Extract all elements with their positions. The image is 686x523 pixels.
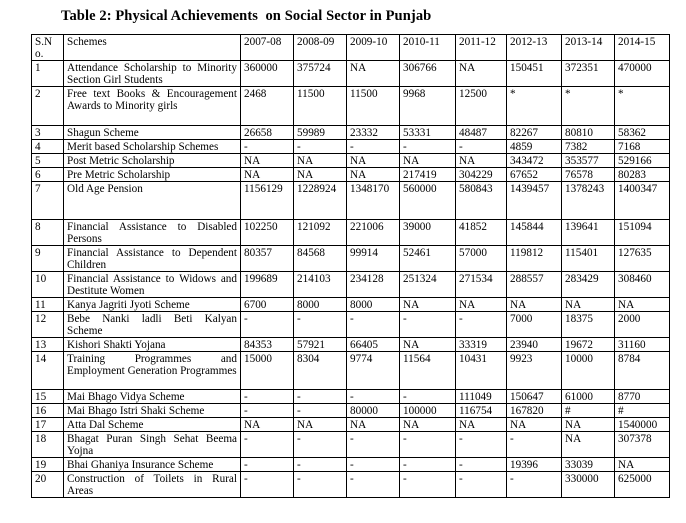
row-number-cell: 12 bbox=[32, 312, 64, 338]
value-cell: NA bbox=[562, 432, 615, 458]
value-cell: 84353 bbox=[241, 338, 294, 352]
value-cell: 9774 bbox=[347, 352, 400, 390]
value-cell: - bbox=[456, 140, 507, 154]
row-number-cell: 2 bbox=[32, 87, 64, 126]
table-row bbox=[32, 298, 670, 312]
value-cell: NA bbox=[507, 298, 562, 312]
row-number-cell: 6 bbox=[32, 168, 64, 182]
table-row bbox=[32, 432, 670, 458]
value-cell: - bbox=[507, 432, 562, 458]
scheme-name-cell: Attendance Scholarship to Minority Section Girl Students bbox=[64, 61, 241, 87]
value-cell: 167820 bbox=[507, 404, 562, 418]
header-cell-year: 2010-11 bbox=[400, 35, 456, 61]
value-cell: - bbox=[400, 390, 456, 404]
scheme-name-cell: Financial Assistance to Widows and Destitute Women bbox=[64, 272, 241, 298]
value-cell: 102250 bbox=[241, 220, 294, 246]
value-cell: NA bbox=[347, 418, 400, 432]
value-cell: - bbox=[400, 312, 456, 338]
value-cell: 529166 bbox=[615, 154, 670, 168]
value-cell: 80000 bbox=[347, 404, 400, 418]
value-cell: 115401 bbox=[562, 246, 615, 272]
value-cell: 625000 bbox=[615, 472, 670, 498]
value-cell: 31160 bbox=[615, 338, 670, 352]
value-cell: - bbox=[294, 404, 347, 418]
value-cell: - bbox=[400, 458, 456, 472]
value-cell: 150451 bbox=[507, 61, 562, 87]
value-cell: 1156129 bbox=[241, 182, 294, 220]
row-number-cell: 17 bbox=[32, 418, 64, 432]
table-row bbox=[32, 404, 670, 418]
table-row bbox=[32, 338, 670, 352]
scheme-name-cell: Bhai Ghaniya Insurance Scheme bbox=[64, 458, 241, 472]
value-cell: - bbox=[294, 472, 347, 498]
value-cell: - bbox=[456, 472, 507, 498]
value-cell: 4859 bbox=[507, 140, 562, 154]
value-cell: 80283 bbox=[615, 168, 670, 182]
value-cell: * bbox=[615, 87, 670, 126]
row-number-cell: 14 bbox=[32, 352, 64, 390]
value-cell: 100000 bbox=[400, 404, 456, 418]
table-row bbox=[32, 312, 670, 338]
row-number-cell: 4 bbox=[32, 140, 64, 154]
row-number-cell: 8 bbox=[32, 220, 64, 246]
value-cell: NA bbox=[456, 298, 507, 312]
row-number-cell: 11 bbox=[32, 298, 64, 312]
value-cell: - bbox=[241, 472, 294, 498]
value-cell: 470000 bbox=[615, 61, 670, 87]
row-number-cell: 5 bbox=[32, 154, 64, 168]
scheme-name-cell: Merit based Scholarship Schemes bbox=[64, 140, 241, 154]
value-cell: NA bbox=[400, 298, 456, 312]
value-cell: NA bbox=[241, 168, 294, 182]
value-cell: - bbox=[347, 432, 400, 458]
value-cell: NA bbox=[294, 168, 347, 182]
value-cell: 116754 bbox=[456, 404, 507, 418]
value-cell: 76578 bbox=[562, 168, 615, 182]
value-cell: NA bbox=[507, 418, 562, 432]
value-cell: 353577 bbox=[562, 154, 615, 168]
value-cell: 251324 bbox=[400, 272, 456, 298]
value-cell: NA bbox=[347, 61, 400, 87]
value-cell: - bbox=[241, 458, 294, 472]
value-cell: * bbox=[562, 87, 615, 126]
value-cell: - bbox=[456, 312, 507, 338]
value-cell: - bbox=[241, 432, 294, 458]
header-cell-year: 2014-15 bbox=[615, 35, 670, 61]
scheme-name-cell: Shagun Scheme bbox=[64, 126, 241, 140]
value-cell: - bbox=[241, 404, 294, 418]
value-cell: 52461 bbox=[400, 246, 456, 272]
value-cell: # bbox=[562, 404, 615, 418]
value-cell: - bbox=[400, 432, 456, 458]
value-cell: 2000 bbox=[615, 312, 670, 338]
row-number-cell: 19 bbox=[32, 458, 64, 472]
row-number-cell: 13 bbox=[32, 338, 64, 352]
value-cell: 23940 bbox=[507, 338, 562, 352]
row-number-cell: 3 bbox=[32, 126, 64, 140]
value-cell: 330000 bbox=[562, 472, 615, 498]
value-cell: NA bbox=[241, 154, 294, 168]
value-cell: 53331 bbox=[400, 126, 456, 140]
table-row bbox=[32, 390, 670, 404]
value-cell: 99914 bbox=[347, 246, 400, 272]
value-cell: - bbox=[347, 472, 400, 498]
row-number-cell: 18 bbox=[32, 432, 64, 458]
value-cell: - bbox=[347, 390, 400, 404]
value-cell: 283429 bbox=[562, 272, 615, 298]
value-cell: 82267 bbox=[507, 126, 562, 140]
value-cell: 15000 bbox=[241, 352, 294, 390]
value-cell: 11500 bbox=[347, 87, 400, 126]
scheme-name-cell: Mai Bhago Vidya Scheme bbox=[64, 390, 241, 404]
value-cell: - bbox=[347, 140, 400, 154]
header-cell-sno: S.N o. bbox=[32, 35, 64, 61]
scheme-name-cell: Mai Bhago Istri Shaki Scheme bbox=[64, 404, 241, 418]
value-cell: 39000 bbox=[400, 220, 456, 246]
value-cell: 9968 bbox=[400, 87, 456, 126]
row-number-cell: 7 bbox=[32, 182, 64, 220]
value-cell: 343472 bbox=[507, 154, 562, 168]
row-number-cell: 1 bbox=[32, 61, 64, 87]
value-cell: 58362 bbox=[615, 126, 670, 140]
value-cell: 57921 bbox=[294, 338, 347, 352]
row-number-cell: 16 bbox=[32, 404, 64, 418]
value-cell: 560000 bbox=[400, 182, 456, 220]
value-cell: - bbox=[347, 312, 400, 338]
value-cell: 271534 bbox=[456, 272, 507, 298]
value-cell: 214103 bbox=[294, 272, 347, 298]
value-cell: 307378 bbox=[615, 432, 670, 458]
header-cell-year: 2007-08 bbox=[241, 35, 294, 61]
value-cell: 139641 bbox=[562, 220, 615, 246]
value-cell: NA bbox=[347, 154, 400, 168]
value-cell: NA bbox=[456, 418, 507, 432]
header-cell-year: 2013-14 bbox=[562, 35, 615, 61]
row-number-cell: 10 bbox=[32, 272, 64, 298]
value-cell: 7168 bbox=[615, 140, 670, 154]
scheme-name-cell: Financial Assistance to Dependent Children bbox=[64, 246, 241, 272]
value-cell: 145844 bbox=[507, 220, 562, 246]
value-cell: 308460 bbox=[615, 272, 670, 298]
scheme-name-cell: Pre Metric Scholarship bbox=[64, 168, 241, 182]
table-row bbox=[32, 352, 670, 390]
row-number-cell: 15 bbox=[32, 390, 64, 404]
scheme-name-cell: Bhagat Puran Singh Sehat Beema Yojna bbox=[64, 432, 241, 458]
scheme-name-cell: Training Programmes and Employment Generation Programmes bbox=[64, 352, 241, 390]
value-cell: NA bbox=[294, 154, 347, 168]
table-row bbox=[32, 458, 670, 472]
value-cell: NA bbox=[456, 61, 507, 87]
value-cell: 57000 bbox=[456, 246, 507, 272]
value-cell: 80357 bbox=[241, 246, 294, 272]
row-number-cell: 20 bbox=[32, 472, 64, 498]
value-cell: 304229 bbox=[456, 168, 507, 182]
value-cell: 80810 bbox=[562, 126, 615, 140]
value-cell: 1540000 bbox=[615, 418, 670, 432]
scheme-name-cell: Post Metric Scholarship bbox=[64, 154, 241, 168]
value-cell: 150647 bbox=[507, 390, 562, 404]
value-cell: NA bbox=[456, 154, 507, 168]
table-row bbox=[32, 220, 670, 246]
value-cell: 306766 bbox=[400, 61, 456, 87]
value-cell: 360000 bbox=[241, 61, 294, 87]
value-cell: 33039 bbox=[562, 458, 615, 472]
header-cell-year: 2009-10 bbox=[347, 35, 400, 61]
scheme-name-cell: Free text Books & Encouragement Awards to Minority girls bbox=[64, 87, 241, 126]
value-cell: 10431 bbox=[456, 352, 507, 390]
table-row bbox=[32, 272, 670, 298]
achievements-table bbox=[31, 34, 670, 498]
value-cell: 8000 bbox=[294, 298, 347, 312]
value-cell: * bbox=[507, 87, 562, 126]
value-cell: 580843 bbox=[456, 182, 507, 220]
value-cell: NA bbox=[294, 418, 347, 432]
value-cell: 84568 bbox=[294, 246, 347, 272]
value-cell: 8784 bbox=[615, 352, 670, 390]
scheme-name-cell: Financial Assistance to Disabled Persons bbox=[64, 220, 241, 246]
value-cell: NA bbox=[562, 298, 615, 312]
value-cell: 151094 bbox=[615, 220, 670, 246]
value-cell: - bbox=[294, 140, 347, 154]
value-cell: 1439457 bbox=[507, 182, 562, 220]
value-cell: - bbox=[294, 458, 347, 472]
value-cell: 2468 bbox=[241, 87, 294, 126]
value-cell: 7000 bbox=[507, 312, 562, 338]
table-row bbox=[32, 472, 670, 498]
table-row bbox=[32, 87, 670, 126]
value-cell: 217419 bbox=[400, 168, 456, 182]
value-cell: 33319 bbox=[456, 338, 507, 352]
value-cell: - bbox=[294, 312, 347, 338]
value-cell: NA bbox=[615, 298, 670, 312]
value-cell: - bbox=[241, 390, 294, 404]
value-cell: 41852 bbox=[456, 220, 507, 246]
value-cell: 19396 bbox=[507, 458, 562, 472]
value-cell: NA bbox=[562, 418, 615, 432]
table-row bbox=[32, 154, 670, 168]
value-cell: NA bbox=[615, 458, 670, 472]
value-cell: 18375 bbox=[562, 312, 615, 338]
header-row bbox=[32, 35, 670, 61]
value-cell: 8304 bbox=[294, 352, 347, 390]
value-cell: 1348170 bbox=[347, 182, 400, 220]
value-cell: - bbox=[241, 140, 294, 154]
value-cell: NA bbox=[400, 418, 456, 432]
table-row bbox=[32, 418, 670, 432]
value-cell: 121092 bbox=[294, 220, 347, 246]
value-cell: - bbox=[456, 432, 507, 458]
value-cell: 26658 bbox=[241, 126, 294, 140]
scheme-name-cell: Kishori Shakti Yojana bbox=[64, 338, 241, 352]
value-cell: 8000 bbox=[347, 298, 400, 312]
value-cell: - bbox=[241, 312, 294, 338]
value-cell: 1400347 bbox=[615, 182, 670, 220]
value-cell: NA bbox=[241, 418, 294, 432]
scheme-name-cell: Old Age Pension bbox=[64, 182, 241, 220]
header-cell-year: 2011-12 bbox=[456, 35, 507, 61]
value-cell: 48487 bbox=[456, 126, 507, 140]
header-cell-year: 2012-13 bbox=[507, 35, 562, 61]
header-cell-schemes: Schemes bbox=[64, 35, 241, 61]
value-cell: 119812 bbox=[507, 246, 562, 272]
value-cell: - bbox=[294, 432, 347, 458]
value-cell: 1228924 bbox=[294, 182, 347, 220]
header-cell-year: 2008-09 bbox=[294, 35, 347, 61]
scheme-name-cell: Bebe Nanki ladli Beti Kalyan Scheme bbox=[64, 312, 241, 338]
value-cell: 23332 bbox=[347, 126, 400, 140]
value-cell: 111049 bbox=[456, 390, 507, 404]
value-cell: 11564 bbox=[400, 352, 456, 390]
value-cell: 1378243 bbox=[562, 182, 615, 220]
scheme-name-cell: Construction of Toilets in Rural Areas bbox=[64, 472, 241, 498]
scheme-name-cell: Kanya Jagriti Jyoti Scheme bbox=[64, 298, 241, 312]
value-cell: NA bbox=[347, 168, 400, 182]
value-cell: 199689 bbox=[241, 272, 294, 298]
value-cell: - bbox=[456, 458, 507, 472]
value-cell: 127635 bbox=[615, 246, 670, 272]
table-row bbox=[32, 246, 670, 272]
table-row bbox=[32, 140, 670, 154]
value-cell: 234128 bbox=[347, 272, 400, 298]
table-row bbox=[32, 126, 670, 140]
value-cell: - bbox=[400, 140, 456, 154]
value-cell: 372351 bbox=[562, 61, 615, 87]
value-cell: - bbox=[347, 458, 400, 472]
value-cell: 59989 bbox=[294, 126, 347, 140]
value-cell: 288557 bbox=[507, 272, 562, 298]
value-cell: 66405 bbox=[347, 338, 400, 352]
table-row bbox=[32, 168, 670, 182]
table-row bbox=[32, 182, 670, 220]
value-cell: - bbox=[294, 390, 347, 404]
value-cell: 6700 bbox=[241, 298, 294, 312]
value-cell: 8770 bbox=[615, 390, 670, 404]
scheme-name-cell: Atta Dal Scheme bbox=[64, 418, 241, 432]
value-cell: 67652 bbox=[507, 168, 562, 182]
value-cell: 12500 bbox=[456, 87, 507, 126]
value-cell: 10000 bbox=[562, 352, 615, 390]
value-cell: # bbox=[615, 404, 670, 418]
value-cell: 221006 bbox=[347, 220, 400, 246]
value-cell: 9923 bbox=[507, 352, 562, 390]
table-row bbox=[32, 61, 670, 87]
value-cell: 375724 bbox=[294, 61, 347, 87]
value-cell: - bbox=[507, 472, 562, 498]
value-cell: 11500 bbox=[294, 87, 347, 126]
value-cell: 7382 bbox=[562, 140, 615, 154]
value-cell: - bbox=[400, 472, 456, 498]
value-cell: NA bbox=[400, 338, 456, 352]
value-cell: 19672 bbox=[562, 338, 615, 352]
value-cell: 61000 bbox=[562, 390, 615, 404]
table-title: Table 2: Physical Achievements on Social Sector in Punjab bbox=[61, 8, 432, 24]
row-number-cell: 9 bbox=[32, 246, 64, 272]
value-cell: NA bbox=[400, 154, 456, 168]
